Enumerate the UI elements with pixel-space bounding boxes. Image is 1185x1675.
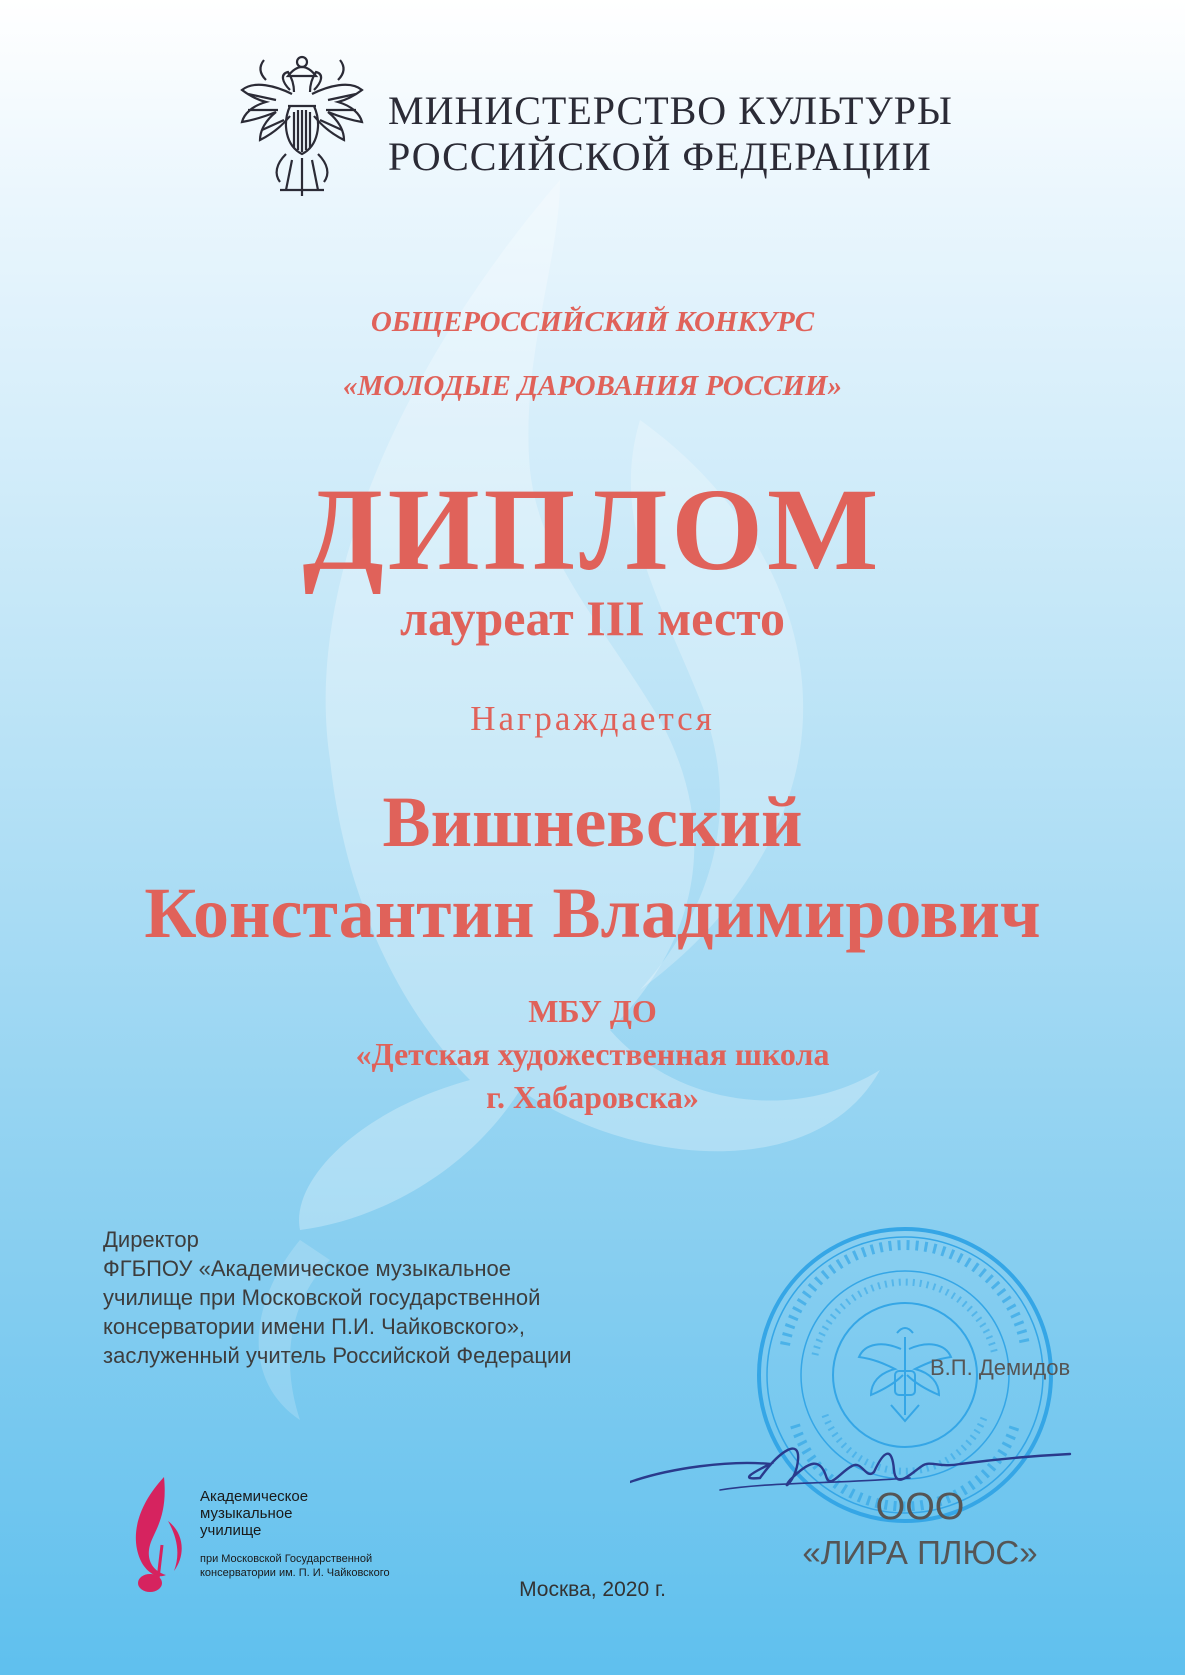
music-college-subtitle [200,1552,390,1580]
place-and-date: Москва, 2020 г. [519,1578,666,1601]
awarded-label: Награждается [470,699,715,738]
organization-line-1: МБУ ДО [528,993,657,1029]
director-line-1: Директор [103,1227,199,1252]
director-credentials [103,1225,572,1370]
ministry-emblem-icon [236,50,368,200]
recipient-organization [0,990,1185,1119]
ministry-line-1: МИНИСТЕРСТВО КУЛЬТУРЫ [388,88,953,133]
music-college-name [200,1488,308,1539]
logo-line-1: Академическое [200,1488,309,1505]
director-line-2: ФГБПОУ «Академическое музыкальное [103,1256,512,1281]
diploma-title: ДИПЛОМ [302,464,883,595]
director-line-4: консерватории имени П.И. Чайковского», [103,1314,526,1339]
logo-line-3: училище [200,1522,262,1539]
organization-line-3: г. Хабаровска» [486,1079,699,1115]
contest-line-1: ОБЩЕРОССИЙСКИЙ КОНКУРС [370,306,815,338]
contest-line-2: «МОЛОДЫЕ ДАРОВАНИЯ РОССИИ» [342,370,843,402]
publisher-company-form: ООО [875,1486,965,1528]
contest-name [0,290,1185,418]
ministry-line-2: РОССИЙСКОЙ ФЕДЕРАЦИИ [388,134,932,179]
logo-line-2: музыкальное [200,1505,293,1522]
ministry-title [388,88,953,180]
logo-sub-line-1: при Московской Государственной [200,1553,373,1565]
director-line-3: училище при Московской государственной [103,1285,541,1310]
recipient-surname: Вишневский [382,782,803,862]
director-line-5: заслуженный учитель Российской Федерации [103,1343,572,1368]
logo-sub-line-2: консерватории им. П. И. Чайковского [200,1567,390,1579]
signer-name: В.П. Демидов [930,1355,1071,1380]
organization-line-2: «Детская художественная школа [355,1036,830,1072]
recipient-given-names: Константин Владимирович [144,873,1041,953]
publisher-name: «ЛИРА ПЛЮС» [802,1534,1038,1571]
laureate-place: лауреат III место [399,590,786,646]
